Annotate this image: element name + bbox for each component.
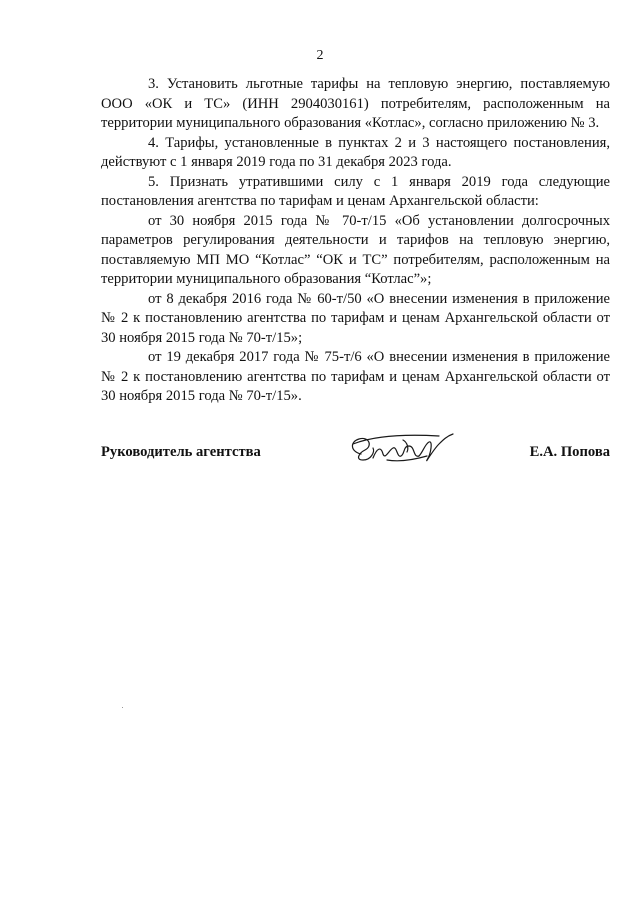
paragraph-item-4: 4. Тарифы, установленные в пунктах 2 и 3 настоящего постановления, действуют с 1 января 2019 года по 31 декабря 2023 года. — [101, 134, 610, 170]
paragraph-item-3: 3. Установить льготные тарифы на тепловую энергию, поставляемую ООО «ОК и ТС» (ИНН 2904030161) потребителям, расположенным на территории муниципального образования «Котлас», согласно приложению № 3. — [101, 76, 610, 131]
repealed-act-2: от 8 декабря 2016 года № 60-т/50 «О внесении изменения в приложение № 2 к постановлению агентства по тарифам и ценам Архангельской области от 30 ноября 2015 года № 70-т/15»; — [101, 290, 610, 346]
repealed-act-1: от 30 ноября 2015 года № 70-т/15 «Об установлении долгосрочных параметров регулирования деятельности и тарифов на тепловую энергию, поставляемую МП МО “Котлас” “ОК и ТС” потребителям, расположенным на территории муниципального образования “Котлас”»; — [101, 212, 610, 287]
paragraph-item-5: 5. Признать утратившими силу с 1 января 2019 года следующие постановления агентства по тарифам и ценам Архангельской области: — [101, 173, 610, 209]
repealed-act-3: от 19 декабря 2017 года № 75-т/6 «О внесении изменения в приложение № 2 к постановлению агентства по тарифам и ценам Архангельской области от 30 ноября 2015 года № 70-т/15». — [101, 349, 610, 404]
page-number: 2 — [316, 48, 324, 63]
document-body — [101, 75, 610, 407]
signer-name: Е.А. Попова — [529, 444, 610, 460]
handwritten-signature — [343, 430, 465, 470]
signature-block — [101, 436, 610, 476]
scan-speck — [122, 707, 123, 708]
signer-position: Руководитель агентства — [101, 444, 261, 460]
